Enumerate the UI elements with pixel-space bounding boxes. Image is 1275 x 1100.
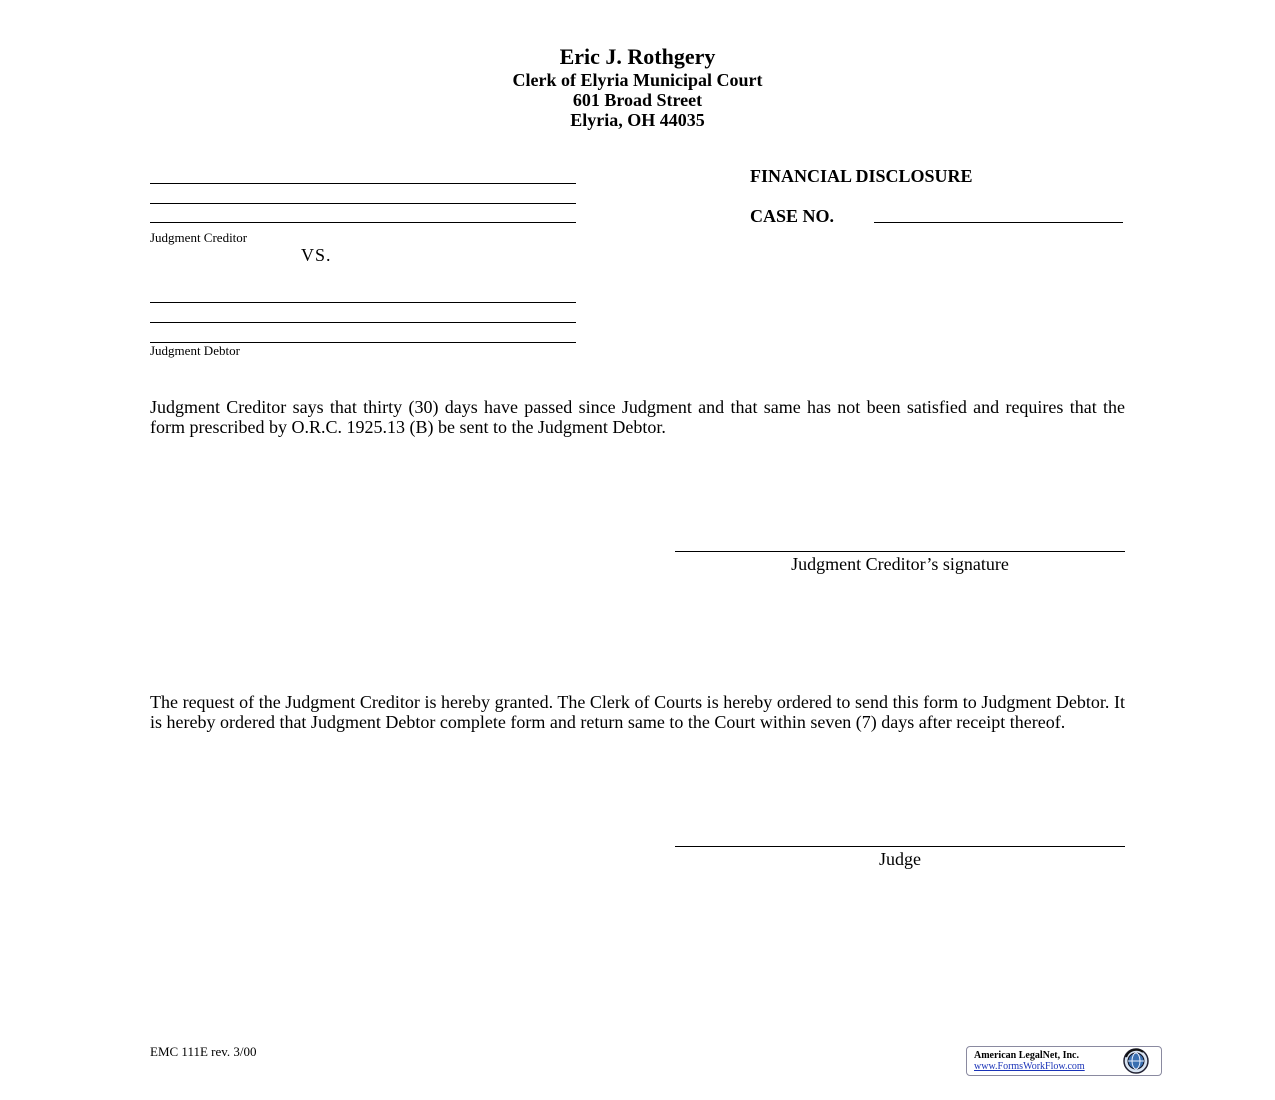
clerk-office: Clerk of Elyria Municipal Court: [512, 70, 763, 90]
form-title: FINANCIAL DISCLOSURE: [750, 166, 973, 186]
judgment-creditor-label: Judgment Creditor: [150, 230, 248, 245]
creditor-line-3[interactable]: [150, 222, 576, 223]
creditor-signature-line[interactable]: [675, 551, 1125, 552]
debtor-line-1[interactable]: [150, 302, 576, 303]
case-number-label: CASE NO.: [750, 206, 835, 226]
court-header: [0, 44, 1275, 130]
versus-label: VS.: [301, 245, 332, 265]
globe-icon: [1123, 1048, 1149, 1074]
legalnet-badge[interactable]: [966, 1046, 1162, 1076]
judge-signature-line[interactable]: [675, 846, 1125, 847]
company-name: American LegalNet, Inc.: [974, 1050, 1079, 1061]
judge-signature-label: Judge: [879, 849, 921, 869]
case-number-field[interactable]: [874, 222, 1123, 223]
creditor-line-1[interactable]: [150, 183, 576, 184]
debtor-line-2[interactable]: [150, 322, 576, 323]
judgment-debtor-label: Judgment Debtor: [150, 343, 240, 358]
creditor-signature-label: Judgment Creditor’s signature: [791, 554, 1009, 574]
court-street: 601 Broad Street: [572, 90, 703, 110]
creditor-line-2[interactable]: [150, 203, 576, 204]
form-id: EMC 111E rev. 3/00: [150, 1044, 257, 1059]
creditor-request-paragraph: Judgment Creditor says that thirty (30) days have passed since Judgment and that same has not been satisfied and requires that the form prescribed by O.R.C. 1925.13 (B) be sent to the Judgment Debtor.: [150, 397, 1125, 437]
company-link[interactable]: www.FormsWorkFlow.com: [974, 1061, 1085, 1072]
court-city: Elyria, OH 44035: [570, 110, 705, 130]
court-order-paragraph: The request of the Judgment Creditor is hereby granted. The Clerk of Courts is hereby ordered to send this form to Judgment Debtor. It is hereby ordered that Judgment Debtor complete form and return same to the Court within seven (7) days after receipt thereof.: [150, 692, 1125, 732]
clerk-name: Eric J. Rothgery: [559, 44, 716, 69]
